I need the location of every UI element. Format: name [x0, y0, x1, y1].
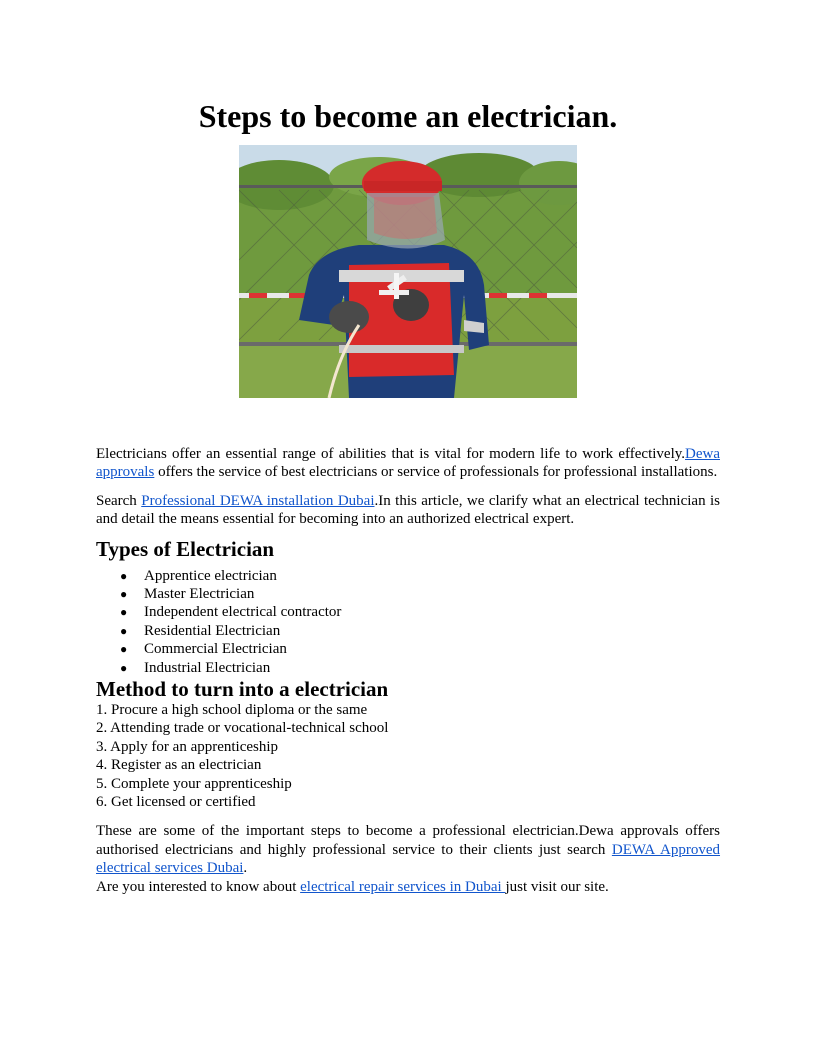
intro-paragraph-2	[96, 492, 720, 529]
bullet-icon: ●	[120, 642, 128, 657]
bullet-icon: ●	[120, 568, 128, 583]
dewa-approved-services-link[interactable]: DEWA Approved electrical services Dubai	[96, 841, 721, 877]
list-item	[96, 567, 720, 585]
electrician-photo-image	[239, 145, 577, 398]
electrical-repair-services-link[interactable]: electrical repair services in Dubai	[300, 878, 506, 895]
closing-line-text: Are you interested to know about	[96, 878, 301, 895]
method-heading: Method to turn into a electrician	[96, 676, 389, 701]
closing-text-after: .	[243, 860, 248, 877]
step-item: 5. Complete your apprenticeship	[96, 775, 292, 792]
step-item: 3. Apply for an apprenticeship	[96, 738, 279, 755]
bullet-icon: ●	[120, 660, 128, 675]
intro-paragraph-1	[96, 445, 720, 482]
list-item	[96, 659, 720, 677]
types-list	[96, 567, 720, 677]
list-item-text: Apprentice electrician	[144, 567, 277, 584]
bullet-icon: ●	[120, 605, 128, 620]
method-steps	[96, 701, 720, 811]
intro-p2-text-after: .In this article, we clarify what an electrical technician is and detail the means essential for becoming into an authorized electrical expert.	[96, 492, 721, 528]
bullet-icon: ●	[120, 587, 128, 602]
list-item	[96, 640, 720, 658]
closing-text: These are some of the important steps to become a professional electrician.Dewa approvals offers authorised electricians and highly professional service to their clients just search	[96, 823, 720, 858]
list-item-text: Commercial Electrician	[144, 641, 287, 658]
page-title: Steps to become an electrician.	[198, 98, 618, 134]
bullet-icon: ●	[120, 623, 128, 638]
step-item: 6. Get licensed or certified	[96, 793, 256, 810]
list-item	[96, 622, 720, 640]
dewa-approvals-link[interactable]: Dewa approvals	[96, 446, 720, 481]
list-item-text: Independent electrical contractor	[144, 604, 342, 621]
intro-p2-text: Search	[96, 492, 142, 509]
step-item: 1. Procure a high school diploma or the same	[96, 701, 368, 718]
article-body	[96, 445, 720, 896]
electrician-photo	[239, 145, 577, 398]
step-item: 2. Attending trade or vocational-technical school	[96, 720, 389, 737]
intro-p1-text-after: offers the service of best electricians or service of professionals for professional installations.	[154, 464, 718, 481]
list-item-text: Master Electrician	[144, 586, 255, 603]
list-item	[96, 603, 720, 621]
intro-p1-text: Electricians offer an essential range of abilities that is vital for modern life to work effectively.	[96, 446, 686, 462]
closing-line	[96, 878, 720, 896]
closing-line-text-after: just visit our site.	[505, 878, 609, 895]
list-item-text: Residential Electrician	[144, 622, 281, 639]
step-item: 4. Register as an electrician	[96, 757, 262, 774]
closing-paragraph	[96, 822, 720, 877]
list-item-text: Industrial Electrician	[144, 659, 271, 676]
list-item	[96, 585, 720, 603]
types-heading: Types of Electrician	[96, 536, 275, 561]
professional-dewa-installation-link[interactable]: Professional DEWA installation Dubai	[141, 492, 375, 509]
